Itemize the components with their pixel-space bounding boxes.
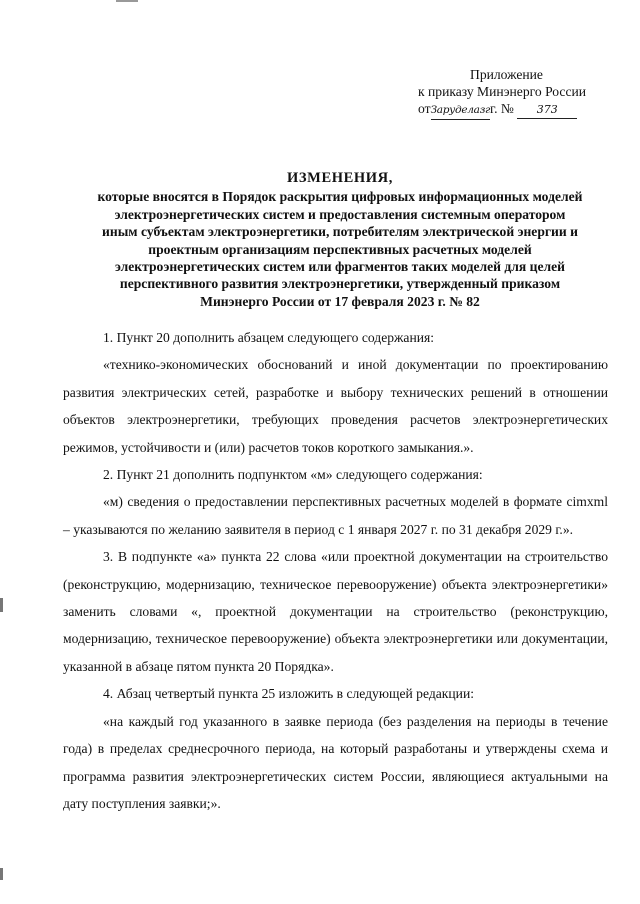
document-title <box>60 170 620 310</box>
handwritten-date: Заруделазг <box>430 104 491 116</box>
title-line: проектным организациям перспективных расчетных моделей <box>148 241 532 257</box>
paragraph-quote-4: «на каждый год указанного в заявке периода (без разделения на периоды в течение года) в пределах среднесрочного периода, на который разработаны и утверждены схема и программа развития электроэнергетических систем России, являющиеся актуальными на дату поступления заявки;». <box>63 713 608 811</box>
handwritten-number: 373 <box>536 103 558 116</box>
title-heading: ИЗМЕНЕНИЯ, <box>287 170 393 186</box>
scan-artifact-left <box>0 598 3 612</box>
title-line: перспективного развития электроэнергетики, утвержденный приказом <box>119 276 561 292</box>
number-prefix: № <box>500 101 514 116</box>
scan-artifact-top <box>116 0 138 2</box>
paragraph-item-2: 2. Пункт 21 дополнить подпунктом «м» следующего содержания: <box>103 467 483 483</box>
from-prefix: от <box>418 101 431 116</box>
document-body <box>63 324 608 817</box>
appendix-title: Приложение <box>470 67 543 82</box>
title-line: иным субъектам электроэнергетики, потребителям электрической энергии и <box>102 224 578 240</box>
handwritten-number-field <box>517 100 577 119</box>
title-line: электроэнергетических систем или фрагментов таких моделей для целей <box>114 259 566 275</box>
title-line: которые вносятся в Порядок раскрытия цифровых информационных моделей <box>97 189 583 205</box>
title-line: электроэнергетических систем и предоставления системным оператором <box>114 206 566 222</box>
appendix-date-line <box>418 100 618 120</box>
paragraph-item-4: 4. Абзац четвертый пункта 25 изложить в следующей редакции: <box>103 686 474 702</box>
paragraph-quote-2: «м) сведения о предоставлении перспективных расчетных моделей в формате cimxml – указываются по желанию заявителя в период с 1 января 2027 г. по 31 декабря 2029 г.». <box>63 494 608 537</box>
paragraph-item-1: 1. Пункт 20 дополнить абзацем следующего содержания: <box>103 330 435 345</box>
title-line: Минэнерго России от 17 февраля 2023 г. № 82 <box>200 293 480 309</box>
appendix-order-ref: к приказу Минэнерго России <box>418 84 587 99</box>
paragraph-item-3: 3. В подпункте «а» пункта 22 слова «или проектной документации на строительство (реконструкцию, модернизацию, техническое перевооружение) объекта электроэнергетики» заменить словами «, проектной документации на строительство (реконструкцию, модернизацию, техническое перевооружение) объекта электроэнергетики или документации, указанной в абзаце пятом пункта 20 Порядка». <box>63 549 608 674</box>
handwritten-date-field <box>431 100 490 120</box>
scan-artifact-left-bottom <box>0 868 3 880</box>
paragraph-quote-1: «технико-экономических обоснований и иной документации по проектированию развития электрических сетей, разработке и выбору технических решений в отношении объектов электроэнергетики, требующих проведения расчетов электроэнергетических режимов, устойчивости и (или) расчетов токов короткого замыкания.». <box>63 357 608 455</box>
year-suffix: г. <box>490 101 498 116</box>
appendix-block <box>418 66 618 120</box>
